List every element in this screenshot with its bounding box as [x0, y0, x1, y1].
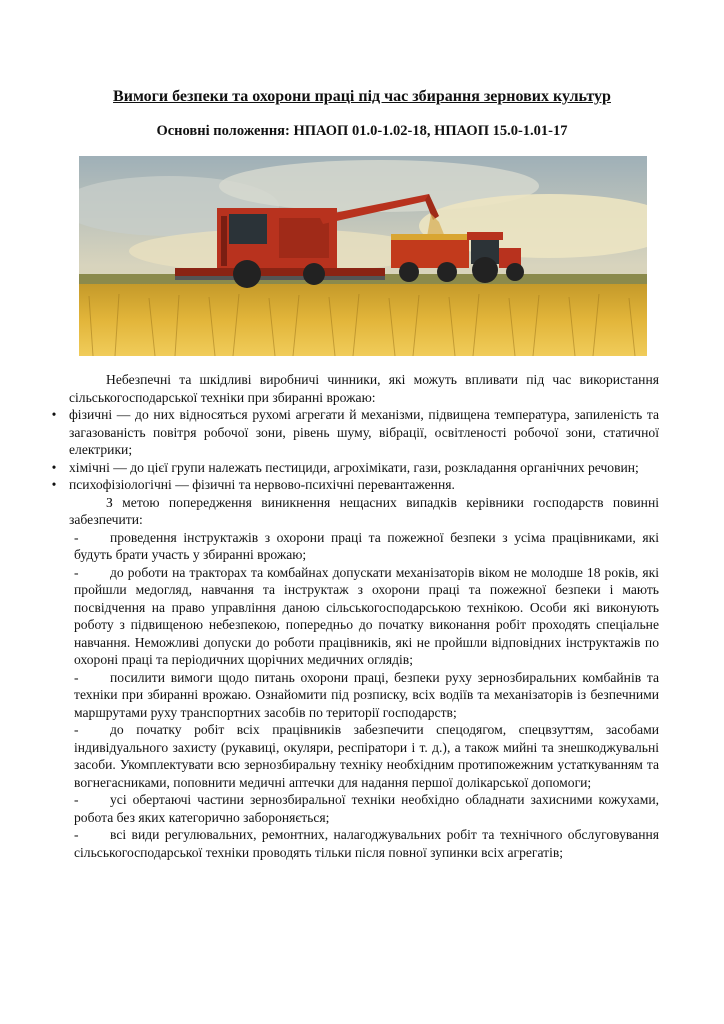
- dash-marker: -: [74, 564, 79, 580]
- list-item-text: фізичні — до них відносяться рухомі агрегати й механізми, підвищена температура, запиленість та загазованість повітря робочої зони, рівень шуму, вібрації, освітленості робочої зони, статичної електрики;: [69, 407, 659, 457]
- list-item: [51, 406, 659, 459]
- list-item: [51, 459, 659, 477]
- bullet-marker: •: [51, 477, 57, 492]
- intro-paragraph: Небезпечні та шкідливі виробничі чинники, які можуть впливати під час використання сільськогосподарської техніки при збиранні врожаю:: [69, 372, 659, 405]
- dash-marker: -: [74, 669, 79, 685]
- list-item: [74, 529, 659, 564]
- dash-marker: -: [74, 792, 79, 807]
- list-item: [74, 564, 659, 669]
- list-item-text: посилити вимоги щодо питань охорони праці, безпеки руху зернозбиральних комбайнів та техніки при збиранні врожаю. Ознайомити під розписку, всіх водіїв та механізаторів із безпечними маршрутами руху транспортних засобів по території господарств;: [74, 669, 659, 720]
- document-body: [51, 371, 659, 861]
- list-item: [51, 476, 659, 494]
- list-item-text: хімічні — до цієї групи належать пестициди, агрохімікати, гази, розкладання органічних речовин;: [69, 459, 639, 475]
- document-subtitle: Основні положення: НПАОП 01.0-1.02-18, НПАОП 15.0-1.01-17: [156, 123, 568, 139]
- list-item: [74, 669, 659, 722]
- hazard-factors-list: [51, 406, 659, 494]
- list-item-text: до початку робіт всіх працівників забезпечити спецодягом, спецвзуттям, засобами індивідуального захисту (рукавиці, окуляри, респіратори і т. д.), а також мийні та знешкоджувальні засоби. Укомплектувати всю зернозбиральну техніку необхідним протипожежним устаткуванням та вогнегасниками, поповнити медичні аптечки для надання першої долікарської допомоги;: [74, 722, 659, 790]
- dash-marker: -: [74, 722, 79, 737]
- safety-measures-list: [69, 529, 659, 862]
- harvester-photo: [79, 156, 647, 356]
- list-item: [74, 826, 659, 861]
- list-item-text: психофізіологічні — фізичні та нервово-психічні перевантаження.: [69, 477, 455, 492]
- list-item: [74, 721, 659, 791]
- list-item-text: проведення інструктажів з охорони праці та пожежної безпеки з усіма працівниками, які будуть брати участь у збиранні врожаю;: [74, 529, 659, 562]
- bullet-marker: •: [51, 459, 57, 475]
- list-item-text: всі види регулювальних, ремонтних, налагоджувальних робіт та технічного обслуговування сільськогосподарської техніки проводять тільки після повної зупинки всіх агрегатів;: [74, 827, 659, 860]
- list-item-text: усі обертаючі частини зернозбиральної техніки необхідно обладнати захисними кожухами, робота без яких категорично забороняється;: [74, 792, 659, 825]
- measures-intro-paragraph: З метою попередження виникнення нещасних випадків керівники господарств повинні забезпечити:: [69, 494, 659, 527]
- document-title: Вимоги безпеки та охорони праці під час збирання зернових культур: [113, 88, 611, 105]
- list-item-text: до роботи на тракторах та комбайнах допускати механізаторів віком не молодше 18 років, які пройшли медогляд, навчання та інструктаж з охорони праці та пожежної безпеки і мають посвідчення на право управління даною сільськогосподарською технікою. Особи які виконують роботу з підвищеною небезпекою, попередньо до початку виконання робіт проходять спеціальне навчання. Неможливі допуски до роботи працівників, які не пройшли відповідних інструктажів по охороні праці та періодичних щорічних медичних оглядів;: [74, 564, 659, 667]
- bullet-marker: •: [51, 407, 57, 422]
- dash-marker: -: [74, 529, 79, 545]
- dash-marker: -: [74, 827, 79, 842]
- list-item: [74, 791, 659, 826]
